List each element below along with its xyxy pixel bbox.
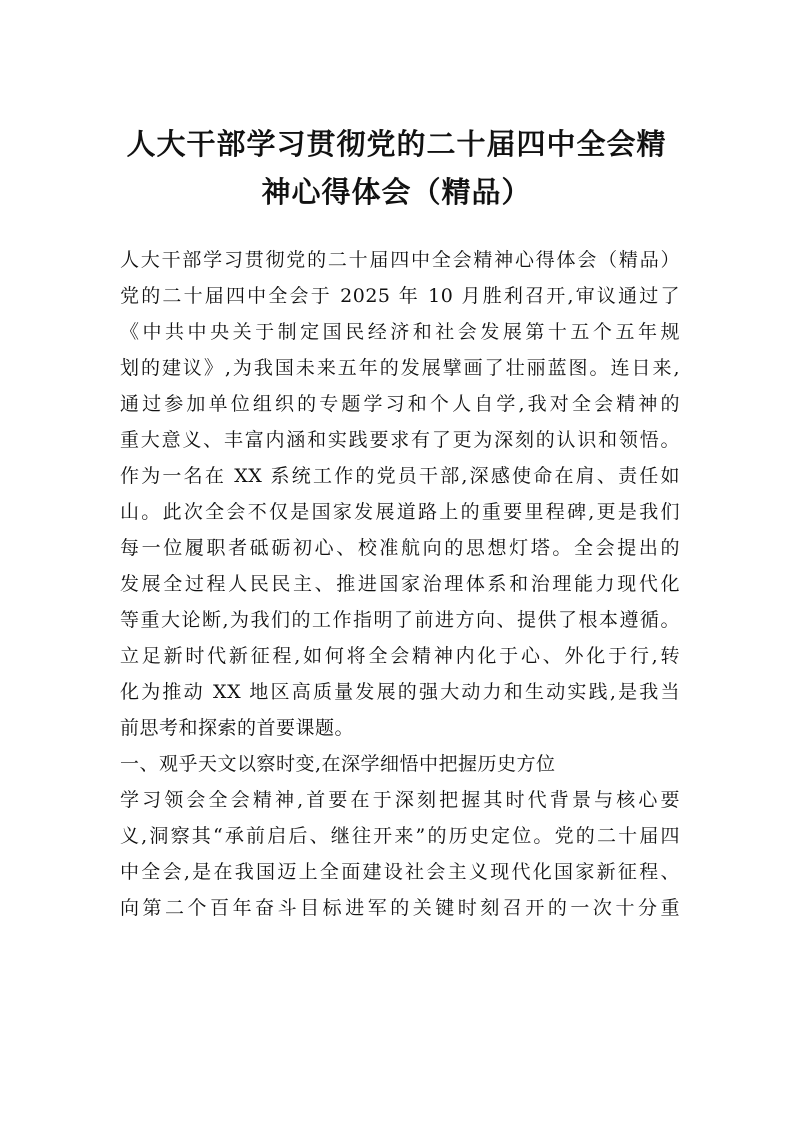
body-line: 人大干部学习贯彻党的二十届四中全会精神心得体会（精品） — [120, 249, 680, 271]
body-line: 学习领会全会精神,首要在于深刻把握其时代背景与核心要 — [120, 789, 680, 811]
body-line: 山。此次全会不仅是国家发展道路上的重要里程碑,更是我们 — [120, 501, 680, 523]
body-line: 发展全过程人民民主、推进国家治理体系和治理能力现代化 — [120, 573, 680, 595]
body-line: 划的建议》,为我国未来五年的发展擘画了壮丽蓝图。连日来, — [120, 357, 680, 379]
body-line: 重大意义、丰富内涵和实践要求有了更为深刻的认识和领悟。 — [120, 429, 680, 451]
body-line: 前思考和探索的首要课题。 — [120, 717, 355, 739]
document-title — [100, 120, 693, 216]
body-line: 中全会,是在我国迈上全面建设社会主义现代化国家新征程、 — [120, 861, 680, 883]
body-line: 《中共中央关于制定国民经济和社会发展第十五个五年规 — [120, 321, 680, 343]
body-line: 党的二十届四中全会于 2025 年 10 月胜利召开,审议通过了 — [120, 285, 680, 307]
body-line: 向第二个百年奋斗目标进军的关键时刻召开的一次十分重 — [120, 897, 680, 919]
title-line-2: 神心得体会（精品） — [261, 175, 532, 209]
body-line: 立足新时代新征程,如何将全会精神内化于心、外化于行,转 — [120, 645, 680, 667]
body-line: 通过参加单位组织的专题学习和个人自学,我对全会精神的 — [120, 393, 680, 415]
section-heading: 一、观乎天文以察时变,在深学细悟中把握历史方位 — [120, 753, 556, 775]
body-line: 义,洞察其“承前启后、继往开来”的历史定位。党的二十届四 — [120, 825, 680, 847]
body-line: 等重大论断,为我们的工作指明了前进方向、提供了根本遵循。 — [120, 609, 680, 631]
document-body — [120, 242, 680, 926]
title-line-1: 人大干部学习贯彻党的二十届四中全会精 — [126, 127, 667, 161]
body-line: 作为一名在 XX 系统工作的党员干部,深感使命在肩、责任如 — [120, 465, 680, 487]
body-line: 化为推动 XX 地区高质量发展的强大动力和生动实践,是我当 — [120, 681, 680, 703]
body-line: 每一位履职者砥砺初心、校准航向的思想灯塔。全会提出的 — [120, 537, 680, 559]
